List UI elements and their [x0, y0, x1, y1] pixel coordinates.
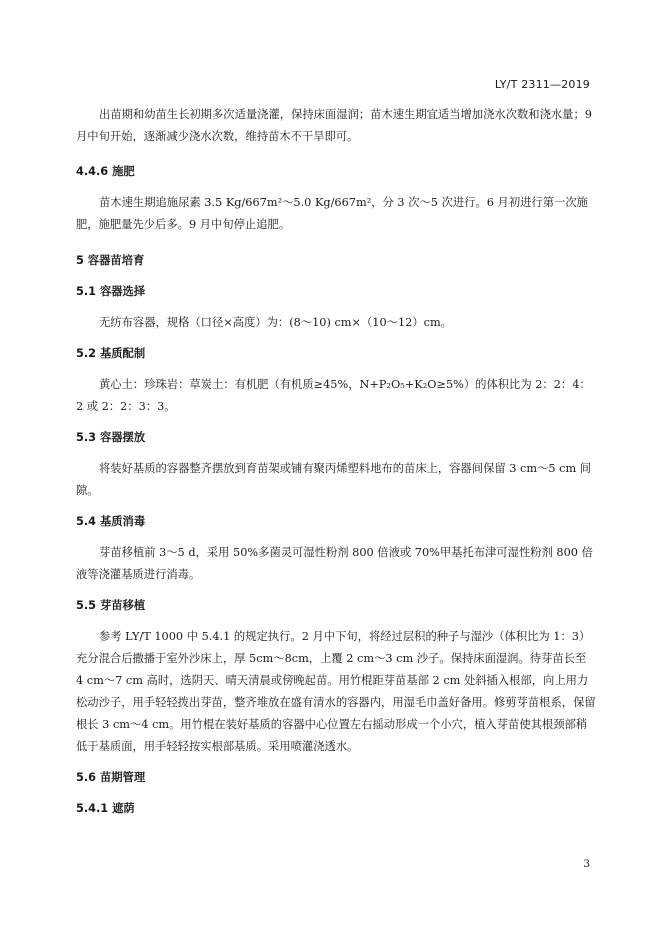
heading-5-1: 5.1 容器选择 [76, 285, 146, 298]
heading-5-6: 5.6 苗期管理 [76, 771, 146, 784]
page-number: 3 [583, 858, 590, 870]
heading-5-3: 5.3 容器摆放 [76, 431, 146, 444]
heading-5-5: 5.5 芽苗移植 [76, 599, 146, 612]
document-body [76, 104, 596, 820]
heading-5-4: 5.4 基质消毒 [76, 515, 146, 528]
paragraph-placement: 将装好基质的容器整齐摆放到育苗架或铺有聚丙烯塑料地布的苗床上，容器间保留 3 cm～5 cm 间隙。 [76, 462, 592, 497]
paragraph-substrate: 黄心土：珍珠岩：草炭土：有机肥（有机质≥45%，N+P₂O₅+K₂O≥5%）的体积比为 2：2：4：2 或 2：2：3：3。 [76, 378, 591, 413]
standard-code: LY/T 2311—2019 [494, 78, 590, 91]
heading-5-2: 5.2 基质配制 [76, 347, 146, 360]
heading-5-4-1: 5.4.1 遮荫 [76, 802, 135, 815]
heading-4-4-6: 4.4.6 施肥 [76, 165, 135, 178]
paragraph-disinfection: 芽苗移植前 3～5 d，采用 50%多菌灵可湿性粉剂 800 倍液或 70%甲基托布津可湿性粉剂 800 倍液等浇灌基质进行消毒。 [76, 546, 593, 581]
paragraph-transplant: 参考 LY/T 1000 中 5.4.1 的规定执行。2 月中下旬，将经过层积的种子与湿沙（体积比为 1：3）充分混合后撒播于室外沙床上，厚 5cm～8cm，上覆 2 cm～3 cm 沙子。保持床面湿润。待芽苗长至 4 cm～7 cm 高时，选阴天、晴天清晨或傍晚起苗。用竹棍距芽苗基部 2 cm 处斜插入根部，向上用力松动沙子，用手轻轻拨出芽苗，整齐堆放在盛有清水的容器内，用湿毛巾盖好备用。修剪芽苗根系，保留根长 3 cm～4 cm。用竹棍在装好基质的容器中心位置左右摇动形成一个小穴，植入芽苗使其根颈部稍低于基质面，用手轻轻按实根部基质。采用喷灌浇透水。 [76, 630, 596, 753]
paragraph-fertilization: 苗木速生期追施尿素 3.5 Kg/667m²～5.0 Kg/667m²，分 3 次～5 次进行。6 月初进行第一次施肥，施肥量先少后多。9 月中旬停止追肥。 [76, 196, 588, 231]
heading-5: 5 容器苗培育 [76, 254, 145, 267]
paragraph-irrigation: 出苗期和幼苗生长初期多次适量浇灌，保持床面湿润；苗木速生期宜适当增加浇水次数和浇水量；9 月中旬开始，逐渐减少浇水次数，维持苗木不干旱即可。 [76, 108, 592, 143]
paragraph-container: 无纺布容器，规格（口径×高度）为：(8～10) cm×（10～12）cm。 [99, 316, 452, 329]
